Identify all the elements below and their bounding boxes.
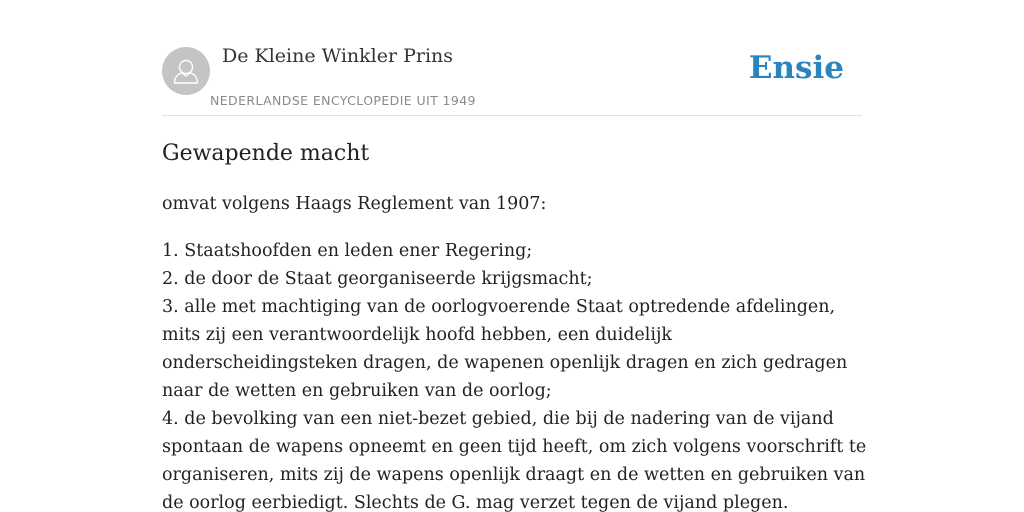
user-placeholder-icon: [162, 47, 210, 95]
article-intro: omvat volgens Haags Reglement van 1907:: [162, 194, 547, 214]
list-item: 1. Staatshoofden en leden ener Regering;: [162, 241, 533, 261]
source-subtitle: NEDERLANDSE ENCYCLOPEDIE UIT 1949: [210, 93, 476, 108]
brand-logo[interactable]: Ensie: [748, 50, 844, 86]
article-list: [162, 237, 867, 512]
article: [162, 138, 867, 512]
list-item: 3. alle met machtiging van de oorlogvoerende Staat optredende afdelingen, mits zij een verantwoordelijk hoofd hebben, een duidelijk onderscheidingsteken dragen, de wapenen openlijk dragen en zich gedragen naar de wetten en gebruiken van de oorlog;: [162, 297, 848, 401]
article-title: Gewapende macht: [162, 141, 370, 166]
list-item: 4. de bevolking van een niet-bezet gebied, die bij de nadering van de vijand spontaan de wapens opneemt en geen tijd heeft, om zich volgens voorschrift te organiseren, mits zij de wapens openlijk draagt en de wetten en gebruiken van de oorlog eerbiedigt. Slechts de G. mag verzet tegen de vijand plegen.: [162, 409, 867, 512]
list-item: 2. de door de Staat georganiseerde krijgsmacht;: [162, 269, 593, 289]
source-title[interactable]: De Kleine Winkler Prins: [222, 45, 454, 67]
source-header: [162, 0, 862, 116]
source-avatar[interactable]: [162, 47, 210, 95]
